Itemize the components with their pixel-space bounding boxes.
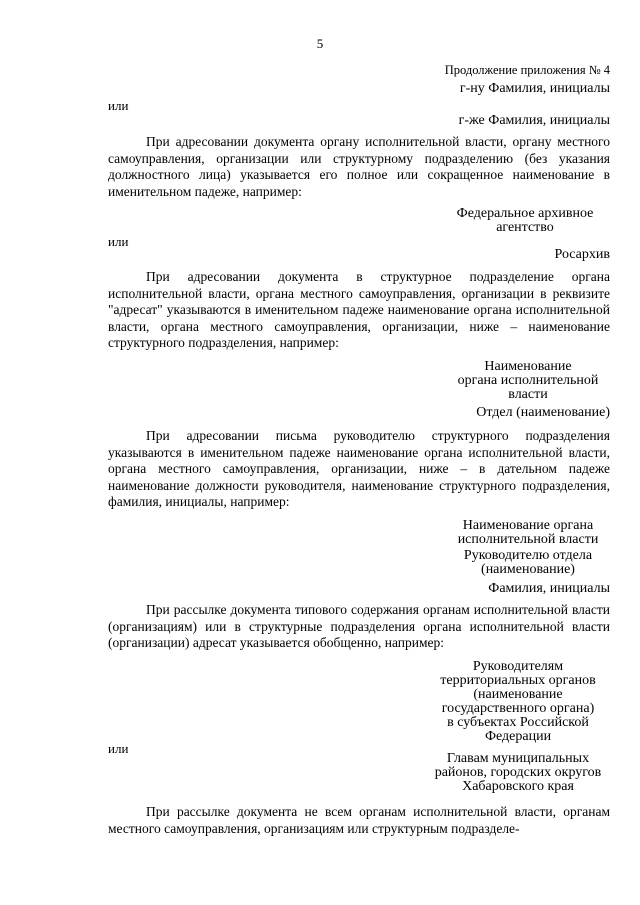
example-dept: Отдел (наименование) bbox=[476, 405, 610, 420]
example-municipal bbox=[428, 752, 608, 794]
example-line: власти bbox=[508, 387, 548, 402]
example-line: Федерации bbox=[484, 729, 552, 744]
paragraph-5: При рассылке документа не всем органам исполнительной власти, органам местного самоуправления, организациям или структурным подразделе- bbox=[108, 804, 610, 836]
or-label: или bbox=[108, 741, 129, 756]
example-line: (наименование) bbox=[481, 562, 575, 577]
paragraph-3: При адресовании письма руководителю структурного подразделения указываются в именительном падеже наименование органа исполнительной власти, органа местного самоуправления, организации, ниже – в дательном падеже наименование должности руководителя, наименование структурного подразделения, фамилия, инициалы, например: bbox=[108, 428, 610, 509]
example-line: в субъектах Российской bbox=[447, 715, 589, 730]
example-line: Федеральное архивное bbox=[456, 206, 594, 221]
example-organ-b bbox=[448, 519, 608, 547]
example-line: органа исполнительной bbox=[457, 373, 599, 388]
example-surname: Фамилия, инициалы bbox=[488, 581, 610, 596]
example-line: Наименование bbox=[484, 359, 572, 374]
or-label: или bbox=[108, 98, 129, 113]
example-line: исполнительной власти bbox=[457, 532, 599, 547]
example-organ bbox=[448, 360, 608, 402]
example-line: государственного органа) bbox=[441, 701, 595, 716]
example-line: Наименование органа bbox=[462, 518, 594, 533]
page-number: 5 bbox=[316, 36, 324, 51]
example-line: Руководителям bbox=[472, 659, 564, 674]
example-line: территориальных органов bbox=[440, 673, 596, 688]
example-line: районов, городских округов bbox=[434, 765, 602, 780]
paragraph-1: При адресовании документа органу исполнительной власти, органу местного самоуправления, организации или структурному подразделению (без указания должностного лица) указывается его полное или сокращенное наименование в именительном падеже, например: bbox=[108, 134, 610, 199]
example-archive bbox=[440, 207, 610, 235]
example-heads bbox=[428, 660, 608, 744]
example-line: (наименование bbox=[473, 687, 563, 702]
paragraph-4: При рассылке документа типового содержания органам исполнительной власти (организациям) или в структурные подразделения органа исполнительной власти (организации) адресат указывается обобщенно, например: bbox=[108, 602, 610, 650]
continuation-note: Продолжение приложения № 4 bbox=[444, 63, 610, 77]
example-line: Руководителю отдела bbox=[463, 548, 593, 563]
example-line: Главам муниципальных bbox=[446, 751, 590, 766]
example-head bbox=[448, 549, 608, 577]
example-gnu: г-ну Фамилия, инициалы bbox=[459, 81, 610, 96]
example-gzhe: г-же Фамилия, инициалы bbox=[458, 113, 610, 128]
example-line: агентство bbox=[496, 220, 554, 235]
example-rosarchiv: Росархив bbox=[554, 247, 610, 262]
paragraph-2: При адресовании документа в структурное подразделение органа исполнительной власти, органа местного самоуправления, организации в реквизите "адресат" указываются в именительном падеже наименование органа исполнительной власти, органа местного самоуправления, организации, ниже – наименование структурного подразделения, например: bbox=[108, 269, 610, 350]
or-label: или bbox=[108, 234, 129, 249]
example-line: Хабаровского края bbox=[462, 779, 574, 794]
